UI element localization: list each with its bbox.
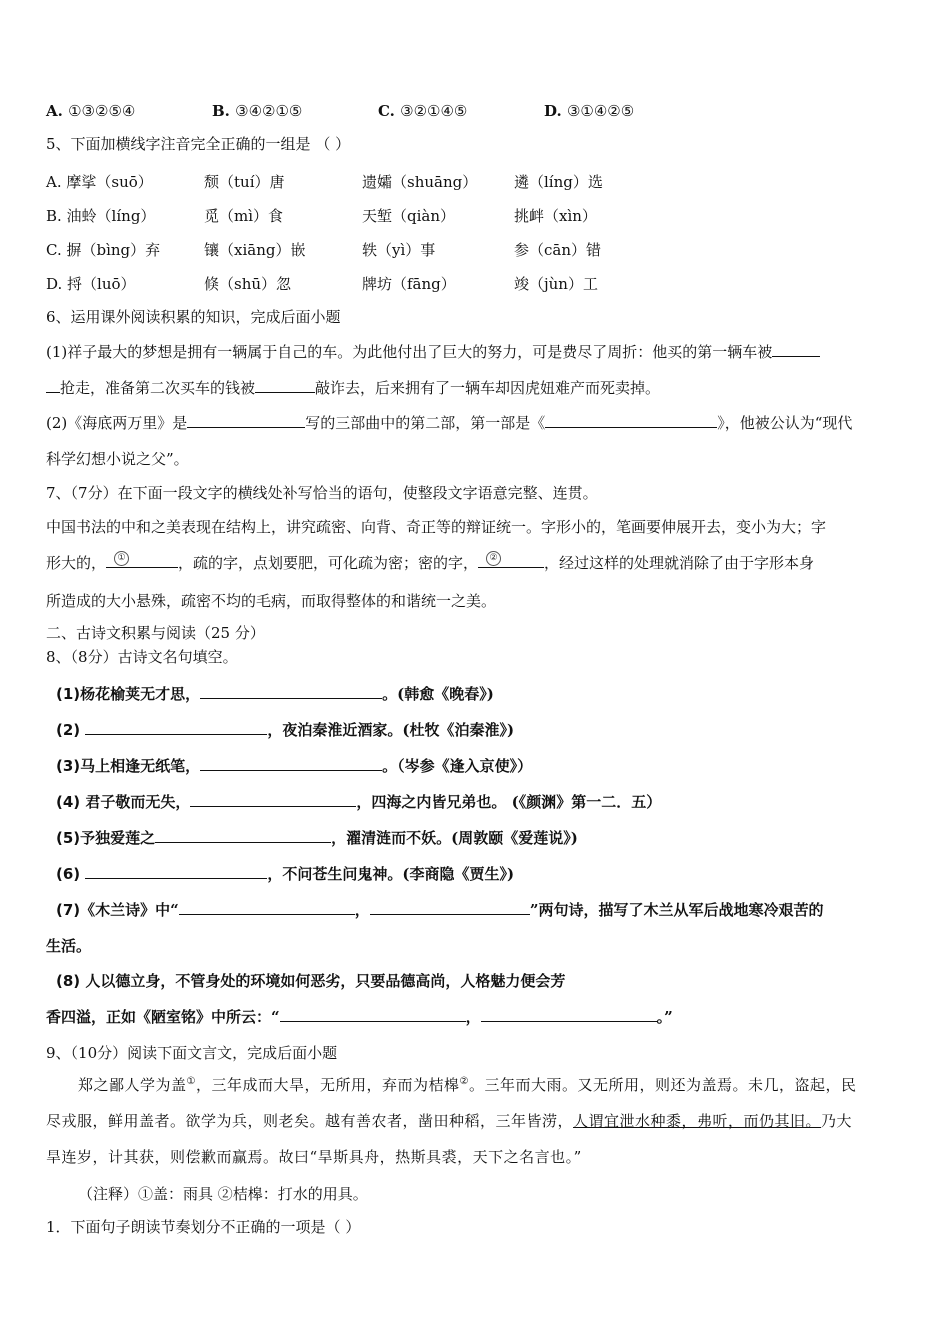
answer-blank[interactable] <box>179 900 355 915</box>
q5-cell: 倏（shū）忽 <box>204 275 292 293</box>
circled-number-2: ② <box>486 551 501 566</box>
text: 予独爱莲之 <box>80 829 156 847</box>
text: 抢走，准备第二次买车的钱被 <box>60 379 256 397</box>
text: 。三年而大雨。又无所用，则还为盖焉。未几，盗起，民 <box>468 1076 857 1094</box>
text: ，四海之内皆兄弟也。 (《颜渊》第一二．五） <box>356 793 662 811</box>
option-value: ③①④②⑤ <box>566 102 635 120</box>
q5-cell: 轶（yì）事 <box>362 241 436 259</box>
text: 尽戎服，鲜用盖者。欲学为兵，则老矣。越有善农者，凿田种稻，三年皆涝， <box>46 1112 574 1130</box>
q5-cell: D. 捋（luō） <box>46 275 136 293</box>
text: 写的三部曲中的第二部，第一部是《 <box>305 414 546 432</box>
text: 》，他被公认为“现代 <box>717 414 853 432</box>
q5-stem: 5、下面加横线字注音完全正确的一组是 （ ） <box>46 135 351 153</box>
answer-blank[interactable] <box>772 342 820 357</box>
q5-cell: 参（cān）错 <box>514 241 602 259</box>
text: ，经过这样的处理就消除了由于字形本身 <box>544 554 815 572</box>
text: (1)祥子最大的梦想是拥有一辆属于自己的车。为此他付出了巨大的努力，可是费尽了周折：他买的第一辆车被 <box>46 343 773 361</box>
q9-note: （注释）①盖：雨具 ②桔槔：打水的用具。 <box>78 1185 368 1203</box>
q8-item-6 <box>56 863 514 885</box>
text: 敲诈去，后来拥有了一辆车却因虎妞难产而死卖掉。 <box>315 379 661 397</box>
option-key: D. <box>544 102 562 120</box>
answer-blank[interactable] <box>200 756 382 771</box>
q4-option-b <box>212 100 378 122</box>
q8-item-8-cont <box>46 1006 673 1028</box>
q4-option-d <box>544 100 634 122</box>
q6-p2-line1 <box>46 412 852 434</box>
q4-option-c <box>378 100 544 122</box>
text: 。” <box>656 1008 673 1026</box>
q5-cell: 遗孀（shuāng） <box>362 173 478 191</box>
text: 乃大 <box>821 1112 853 1130</box>
q5-cell: A. 摩挲（suō） <box>46 173 153 191</box>
text: 郑之鄙人学为盖 <box>78 1076 187 1094</box>
item-number: (2) <box>56 721 81 739</box>
option-key: C. <box>378 102 395 120</box>
q5-cell: 天堑（qiàn） <box>362 207 456 225</box>
q8-item-7 <box>56 899 823 921</box>
answer-blank[interactable] <box>155 828 331 843</box>
q9-sub-question-1: 1．下面句子朗读节奏划分不正确的一项是（ ） <box>46 1218 361 1236</box>
answer-blank[interactable] <box>46 378 60 393</box>
q5-cell: 挑衅（xìn） <box>514 207 597 225</box>
text: ， <box>465 1008 481 1026</box>
answer-blank-1[interactable] <box>106 553 178 568</box>
q6-p1-line2 <box>46 377 660 399</box>
q9-stem: 9、（10分）阅读下面文言文，完成后面小题 <box>46 1044 338 1062</box>
text: ”两句诗，描写了木兰从军后战地寒冷艰苦的 <box>529 901 824 919</box>
q5-cell: 镶（xiāng）嵌 <box>204 241 306 259</box>
q6-p2-line2: 科学幻想小说之父”。 <box>46 450 189 468</box>
option-value: ③②①④⑤ <box>400 102 468 120</box>
q4-option-a <box>46 100 212 122</box>
q6-p1-line1 <box>46 341 820 363</box>
text: 人以德立身，不管身处的环境如何恶劣，只要品德高尚，人格魅力便会芳 <box>85 972 566 990</box>
option-value: ③④②①⑤ <box>235 102 303 120</box>
q5-cell: 觅（mì）食 <box>204 207 284 225</box>
q5-cell: 牌坊（fāng） <box>362 275 456 293</box>
answer-blank[interactable] <box>85 720 267 735</box>
option-key: B. <box>212 102 230 120</box>
q8-item-8 <box>56 970 565 992</box>
underlined-sentence: 人谓宜泄水种黍，弗听，而仍其旧。 <box>573 1112 822 1130</box>
q5-row-d <box>46 273 598 295</box>
text: ，不问苍生问鬼神。(李商隐《贾生》) <box>267 865 515 883</box>
q8-item-3 <box>56 755 532 777</box>
footnote-mark: ① <box>186 1076 196 1087</box>
footnote-mark: ② <box>459 1076 469 1087</box>
q8-item-1 <box>56 683 494 705</box>
q8-item-7-cont: 生活。 <box>46 937 92 955</box>
text: 《木兰诗》中“ <box>80 901 179 919</box>
q5-cell: 竣（jùn）工 <box>514 275 598 293</box>
text: ，疏的字，点划要肥，可化疏为密；密的字， <box>178 554 479 572</box>
item-number: (6) <box>56 865 81 883</box>
q5-cell: B. 油蛉（líng） <box>46 207 156 225</box>
q5-row-a <box>46 171 603 193</box>
answer-blank[interactable] <box>200 684 382 699</box>
q7-line2 <box>46 552 814 574</box>
answer-blank[interactable] <box>85 864 267 879</box>
answer-blank-2[interactable] <box>478 553 544 568</box>
item-number: (8) <box>56 972 81 990</box>
text: (2)《海底两万里》是 <box>46 414 188 432</box>
item-number: (3) <box>56 757 81 775</box>
q8-item-4 <box>56 791 661 813</box>
q5-row-c <box>46 239 601 261</box>
answer-blank[interactable] <box>255 378 315 393</box>
q9-passage-line3: 旱连岁，计其获，则偿歉而赢焉。故曰“旱斯具舟，热斯具裘，天下之名言也。” <box>46 1148 582 1166</box>
q9-passage-line2 <box>46 1110 852 1132</box>
q4-options <box>46 100 634 122</box>
q7-stem: 7、（7分）在下面一段文字的横线处补写恰当的语句，使整段文字语意完整、连贯。 <box>46 484 598 502</box>
answer-blank[interactable] <box>280 1007 466 1022</box>
item-number: (5) <box>56 829 81 847</box>
item-number: (1) <box>56 685 81 703</box>
q5-row-b <box>46 205 597 227</box>
text: 香四溢，正如《陋室铭》中所云：“ <box>46 1008 280 1026</box>
q9-passage-line1 <box>78 1074 856 1096</box>
answer-blank[interactable] <box>481 1007 657 1022</box>
q5-cell: 颓（tuí）唐 <box>204 173 285 191</box>
q8-item-5 <box>56 827 578 849</box>
q8-item-2 <box>56 719 514 741</box>
answer-blank[interactable] <box>190 792 356 807</box>
answer-blank[interactable] <box>187 413 305 428</box>
text: 形大的， <box>46 554 107 572</box>
q5-cell: 遴（líng）选 <box>514 173 603 191</box>
q8-stem: 8、（8分）古诗文名句填空。 <box>46 648 238 666</box>
text: 君子敬而无失， <box>85 793 191 811</box>
item-number: (7) <box>56 901 81 919</box>
q7-line1: 中国书法的中和之美表现在结构上，讲究疏密、向背、奇正等的辩证统一。字形小的，笔画要伸展开去，变小为大；字 <box>46 518 827 536</box>
text: ， <box>354 901 370 919</box>
q5-cell: C. 摒（bìng）弃 <box>46 241 161 259</box>
q7-line3: 所造成的大小悬殊，疏密不均的毛病，而取得整体的和谐统一之美。 <box>46 592 497 610</box>
text: 。（岑参《逢入京使》） <box>382 757 533 775</box>
option-key: A. <box>46 102 63 120</box>
text: ，夜泊秦淮近酒家。(杜牧《泊秦淮》) <box>267 721 515 739</box>
option-value: ①③②⑤④ <box>68 102 136 120</box>
q6-stem: 6、运用课外阅读积累的知识，完成后面小题 <box>46 308 341 326</box>
answer-blank[interactable] <box>545 413 717 428</box>
text: 马上相逢无纸笔， <box>80 757 201 775</box>
text: ，濯清涟而不妖。(周敦颐《爱莲说》) <box>331 829 578 847</box>
text: 。(韩愈《晚春》) <box>382 685 494 703</box>
text: 杨花榆荚无才思， <box>80 685 201 703</box>
text: ，三年成而大旱，无所用，弃而为桔槔 <box>195 1076 460 1094</box>
answer-blank[interactable] <box>370 900 530 915</box>
section-2-title: 二、古诗文积累与阅读（25 分） <box>46 624 265 642</box>
circled-number-1: ① <box>114 551 129 566</box>
item-number: (4) <box>56 793 81 811</box>
